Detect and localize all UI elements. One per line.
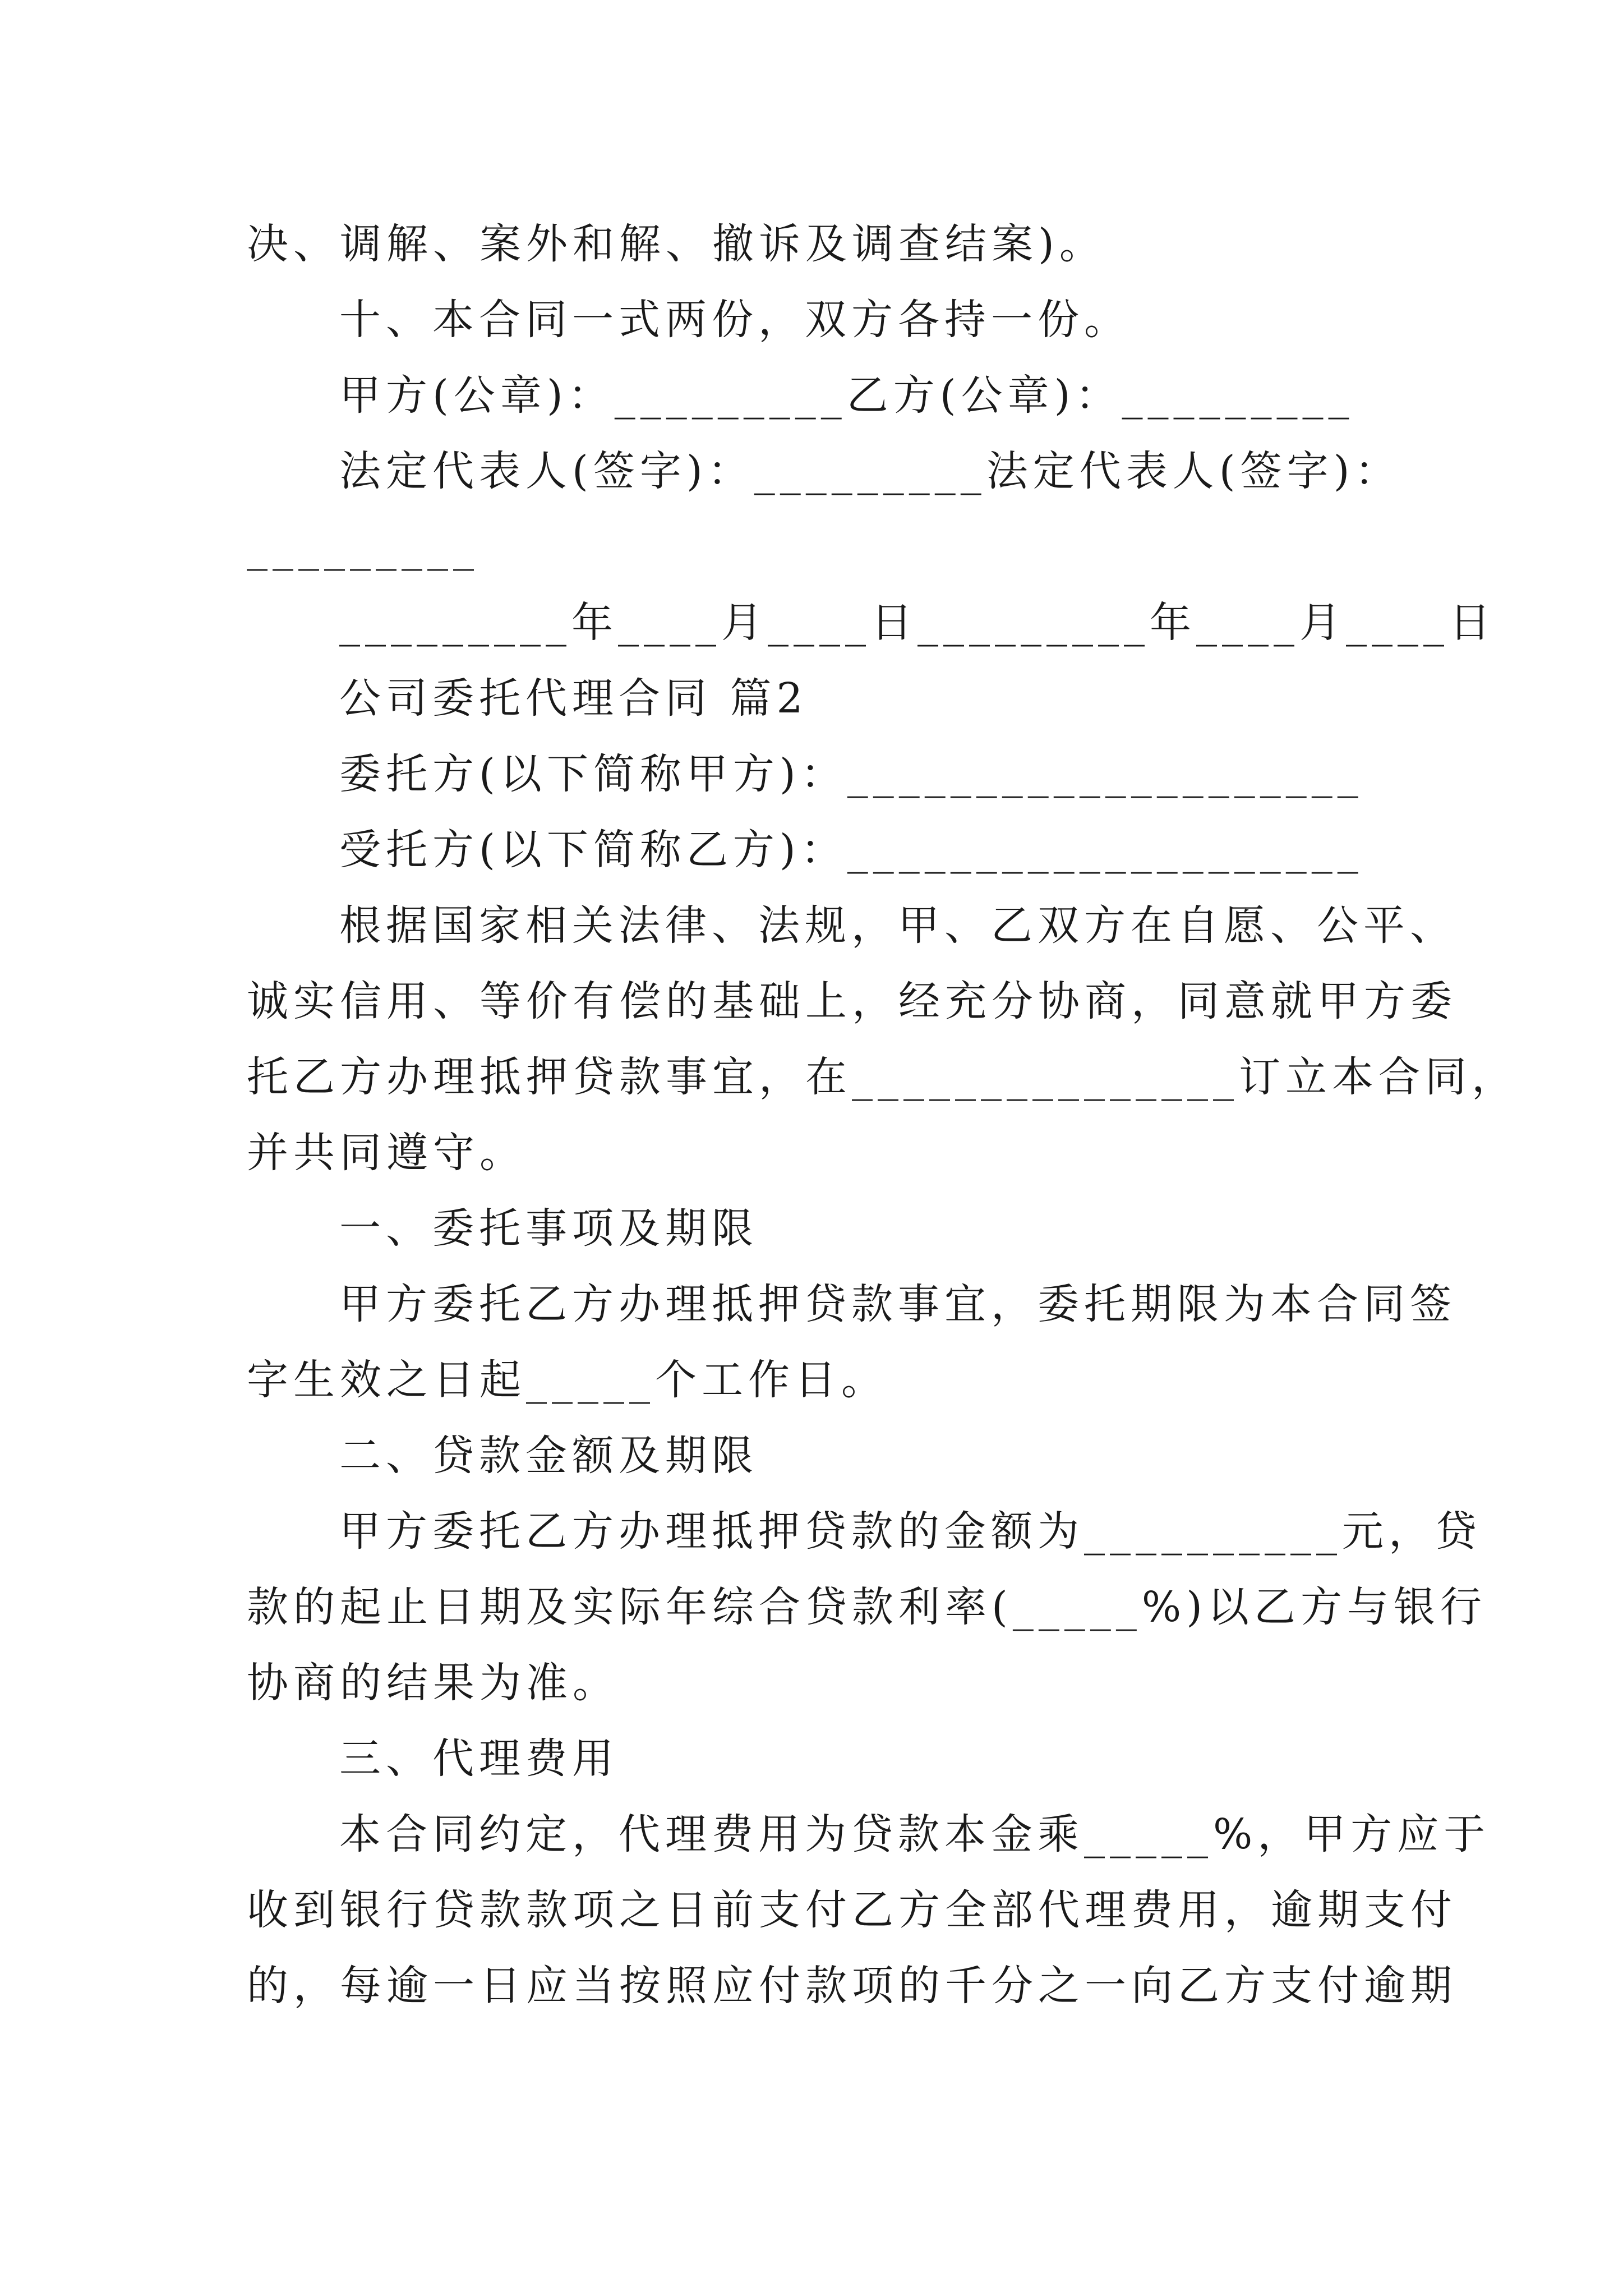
paragraph-line: 根据国家相关法律、法规，甲、乙双方在自愿、公平、 — [339, 901, 1456, 950]
paragraph-line: 甲方委托乙方办理抵押贷款事宜，委托期限为本合同签 — [339, 1280, 1456, 1328]
paragraph-line: 托乙方办理抵押贷款事宜，在_______________订立本合同， — [247, 1053, 1518, 1101]
paragraph-line: 款的起止日期及实际年综合贷款利率(_____%)以乙方与银行 — [247, 1583, 1487, 1631]
paragraph-line: 诚实信用、等价有偿的基础上，经充分协商，同意就甲方委 — [247, 977, 1457, 1025]
party-line: 受托方(以下简称乙方)：____________________ — [339, 826, 1363, 874]
date-line: _________年____月____日_________年____月____日 — [339, 599, 1496, 647]
text-line: 决、调解、案外和解、撤诉及调查结案)。 — [247, 220, 1106, 268]
paragraph-line: 的，每逾一日应当按照应付款项的千分之一向乙方支付逾期 — [247, 1962, 1457, 2010]
signature-line-seal: 甲方(公章)：_________乙方(公章)：_________ — [339, 371, 1354, 420]
clause-heading: 二、贷款金额及期限 — [339, 1432, 758, 1480]
paragraph-line: 甲方委托乙方办理抵押贷款的金额为__________元，贷 — [339, 1507, 1482, 1556]
text-line: _________ — [247, 523, 479, 571]
signature-line-representative: 法定代表人(签字)：_________法定代表人(签字)： — [339, 447, 1401, 495]
text-line: 十、本合同一式两份，双方各持一份。 — [339, 296, 1131, 344]
paragraph-line: 收到银行贷款款项之日前支付乙方全部代理费用，逾期支付 — [247, 1886, 1457, 1934]
paragraph-line: 协商的结果为准。 — [247, 1659, 619, 1707]
paragraph-line: 并共同遵守。 — [247, 1129, 526, 1177]
clause-heading: 三、代理费用 — [339, 1734, 619, 1783]
clause-heading: 一、委托事项及期限 — [339, 1204, 758, 1253]
paragraph-line: 本合同约定，代理费用为贷款本金乘_____%，甲方应于 — [339, 1810, 1491, 1858]
party-line: 委托方(以下简称甲方)：____________________ — [339, 750, 1363, 798]
paragraph-line: 字生效之日起_____个工作日。 — [247, 1356, 888, 1404]
section-heading: 公司委托代理合同 篇2 — [339, 674, 808, 723]
